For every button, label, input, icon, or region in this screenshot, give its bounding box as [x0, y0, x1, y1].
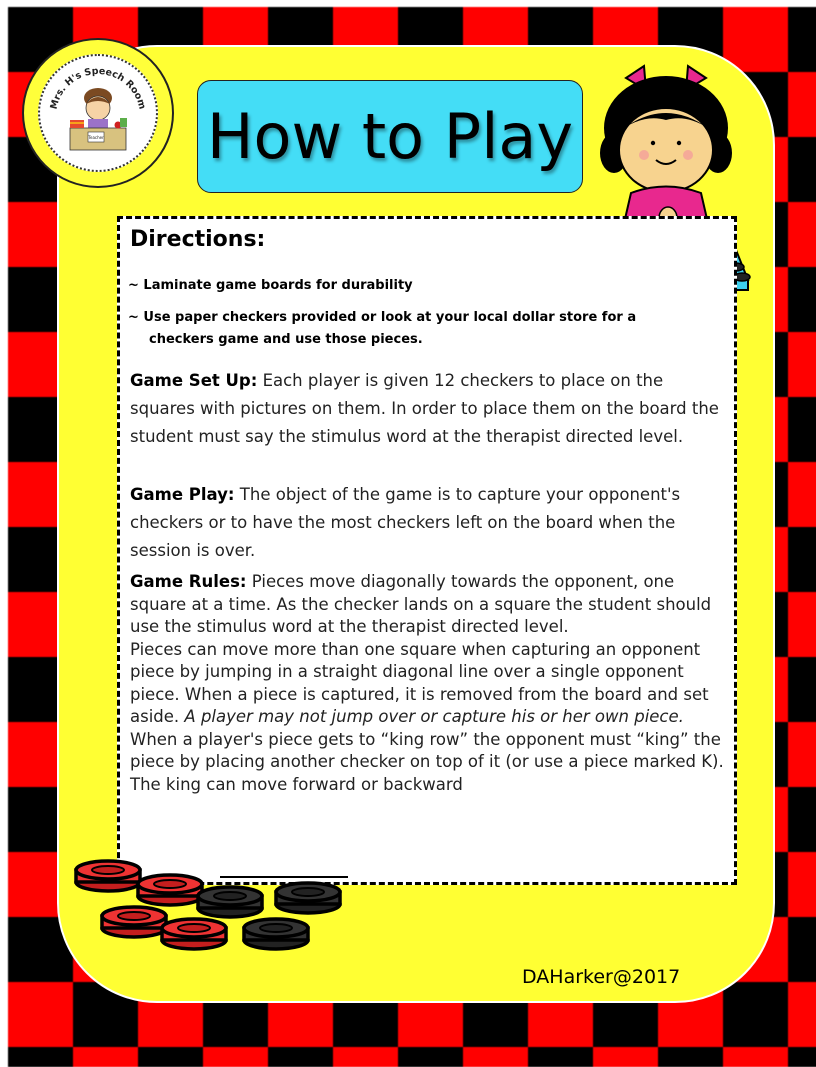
teacher-at-desk-icon	[40, 56, 156, 170]
game-rules-label: Game Rules:	[130, 572, 247, 591]
game-play-label: Game Play:	[130, 485, 235, 504]
direction-item	[128, 307, 636, 351]
game-rules-capture-note: A player may not jump over or capture his or her own piece.	[184, 707, 684, 726]
game-play-section	[130, 481, 728, 565]
checkers-pile-icon	[72, 852, 362, 952]
game-rules-text: Pieces move diagonally towards the opponent, one square at a time. As the checker lands on a square the student should use the stimulus word at the therapist directed level.	[130, 572, 712, 636]
game-play-text: The object of the game is to capture your opponent's checkers or to have the most checkers left on the board when the session is over.	[130, 485, 681, 560]
title-banner	[197, 80, 583, 193]
game-rules-capture-text: Pieces can move more than one square when capturing an opponent piece by jumping in a straight diagonal line over a single opponent piece. When a piece is captured, it is removed from the board and set aside.	[130, 639, 709, 726]
logo-sign-text: Teacher	[88, 135, 104, 140]
game-setup-text: Each player is given 12 checkers to place on the squares with pictures on them. In order to place them on the board the student must say the stimulus word at the therapist directed level.	[130, 371, 719, 446]
direction-item	[128, 275, 413, 297]
logo-inner-circle	[38, 54, 158, 172]
red-checker	[76, 861, 140, 891]
direction-item-text: ~ Laminate game boards for durability	[128, 278, 413, 293]
logo-text: Mrs. H's Speech Room	[48, 65, 148, 111]
game-setup-section	[130, 367, 728, 451]
game-setup-label: Game Set Up:	[130, 371, 258, 390]
direction-item-text-cont: checkers game and use those pieces.	[149, 332, 423, 347]
game-rules-king-text: When a player's piece gets to “king row” the opponent must “king” the piece by placing another checker on top of it (or use a piece marked K). The king can move forward or backward	[130, 729, 724, 794]
page-title: How to Play	[206, 100, 574, 173]
copyright-credit: DAHarker@2017	[522, 966, 681, 988]
game-rules-section	[130, 571, 728, 796]
direction-item-text: ~ Use paper checkers provided or look at your local dollar store for a	[128, 310, 637, 325]
directions-heading: Directions:	[130, 227, 266, 252]
directions-panel	[117, 216, 737, 885]
speech-room-logo	[22, 38, 174, 188]
